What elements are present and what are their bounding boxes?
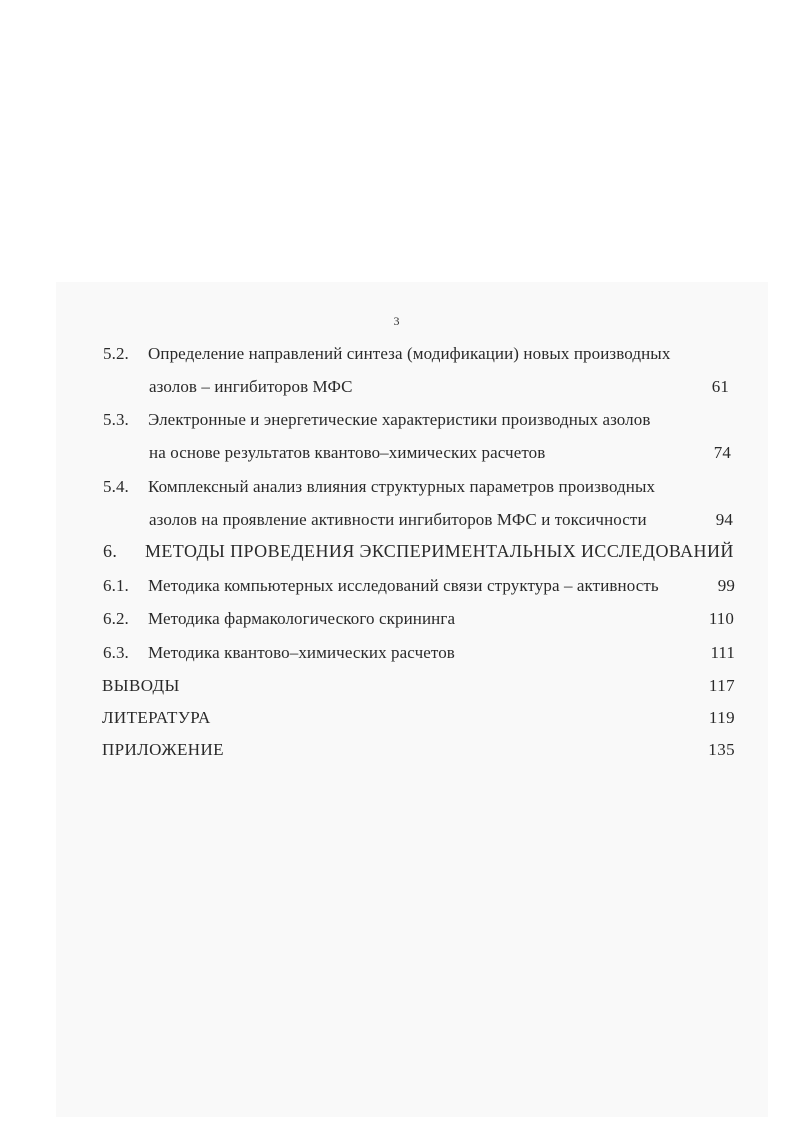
toc-entry-title-cont: азолов на проявление активности ингибиторов МФС и токсичности xyxy=(149,510,647,529)
toc-entry-page: 135 xyxy=(708,740,735,759)
toc-entry-page: 61 xyxy=(711,377,729,396)
toc-entry-number: 5.4. xyxy=(103,477,129,496)
toc-entry-title: МЕТОДЫ ПРОВЕДЕНИЯ ЭКСПЕРИМЕНТАЛЬНЫХ ИССЛЕДОВАНИЙ xyxy=(145,541,734,561)
toc-entry-title: Методика компьютерных исследований связи структура – активность xyxy=(148,576,659,595)
toc-entry-title: Комплексный анализ влияния структурных параметров производных xyxy=(148,477,656,496)
toc-entry-title: Электронные и энергетические характеристики производных азолов xyxy=(148,410,651,429)
toc-entry-page: 111 xyxy=(710,643,735,662)
toc-entry-title: ПРИЛОЖЕНИЕ xyxy=(102,740,224,759)
toc-entry-number: 6.1. xyxy=(103,576,129,595)
toc-entry-page: 99 xyxy=(717,576,735,595)
toc-entry-title: ЛИТЕРАТУРА xyxy=(102,708,211,727)
toc-entry-number: 6. xyxy=(103,541,118,561)
toc-entry-page: 119 xyxy=(708,708,735,727)
toc-entry-number: 5.2. xyxy=(103,344,129,363)
toc-entry-number: 5.3. xyxy=(103,410,129,429)
toc-entry-page: 74 xyxy=(713,443,731,462)
toc-entry-page: 94 xyxy=(715,510,733,529)
toc-entry-title: Методика фармакологического скрининга xyxy=(148,609,456,628)
toc-entry-title: Определение направлений синтеза (модификации) новых производных xyxy=(148,344,671,363)
toc-entry-number: 6.2. xyxy=(103,609,129,628)
page-number: 3 xyxy=(393,314,400,328)
toc-entry-page: 110 xyxy=(708,609,734,628)
toc-entry-number: 6.3. xyxy=(103,643,129,662)
toc-entry-title: Методика квантово–химических расчетов xyxy=(148,643,455,662)
toc-entry-title-cont: азолов – ингибиторов МФС xyxy=(149,377,353,396)
toc-entry-page: 117 xyxy=(708,676,735,695)
toc-entry-title: ВЫВОДЫ xyxy=(102,676,180,695)
toc-entry-title-cont: на основе результатов квантово–химических расчетов xyxy=(149,443,546,462)
